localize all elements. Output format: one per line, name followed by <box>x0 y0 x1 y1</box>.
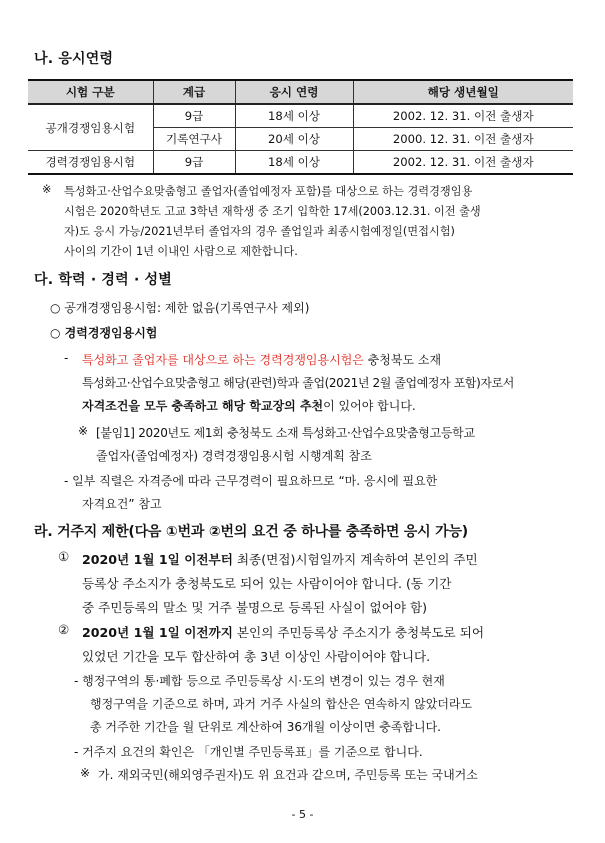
page-number: - 5 - <box>291 808 314 821</box>
residence-detail-line: 총 거주한 기간을 월 단위로 계산하여 36개월 이상이면 충족합니다. <box>90 720 441 734</box>
education-detail-line <box>82 397 416 414</box>
residence-condition-text: 본인의 주민등록상 주소지가 충청북도로 되어 <box>232 625 485 640</box>
education-detail-line: 특성화고·산업수요맞춤형고 해당(관련)학과 졸업(2021년 2월 졸업예정자 포함)자로서 <box>82 376 514 390</box>
education-detail-line <box>82 351 441 368</box>
residence-condition-line: 등록상 주소지가 충청북도로 되어 있는 사람이어야 합니다. (동 기간 <box>82 576 452 591</box>
residence-condition-line <box>82 622 484 641</box>
table-cell-grade: 9급 <box>153 151 235 175</box>
age-note-line: 사이의 기간이 1년 이내인 사람으로 제한합니다. <box>64 245 298 258</box>
table-cell-age: 18세 이상 <box>235 151 353 175</box>
residence-detail-line: 행정구역을 기준으로 하며, 과거 거주 사실의 합산은 연속하지 않았더라도 <box>90 697 473 711</box>
education-item-career: ○ 경력경쟁임용시험 <box>50 326 158 340</box>
table-header-cell: 해당 생년월일 <box>353 80 573 104</box>
note-mark: ※ <box>78 424 89 438</box>
table-header-cell: 시험 구분 <box>28 80 153 104</box>
table-cell-age: 20세 이상 <box>235 128 353 151</box>
residence-detail-line: - 거주지 요건의 확인은 「개인별 주민등록표」를 기준으로 합니다. <box>74 745 423 759</box>
table-cell-category: 공개경쟁임용시험 <box>28 104 153 151</box>
residence-condition-text: 최종(면접)시험일까지 계속하여 본인의 주민 <box>232 552 478 567</box>
residence-note-line: 가. 재외국민(해외영주권자)도 위 요건과 같으며, 주민등록 또는 국내거소 <box>98 768 478 782</box>
note-mark: ※ <box>42 183 52 196</box>
table-row <box>28 151 573 175</box>
table-cell-birth: 2002. 12. 31. 이전 출생자 <box>353 151 573 175</box>
emphasis-text: 2020년 1월 1일 이전부터 <box>82 552 233 567</box>
condition-number: ② <box>58 622 70 637</box>
note-mark: ※ <box>80 766 91 780</box>
education-note-line: 졸업자(졸업예정자) 경력경쟁임용시험 시행계획 참조 <box>96 449 372 463</box>
education-item-open: ○ 공개경쟁임용시험: 제한 없음(기록연구사 제외) <box>50 301 310 315</box>
table-cell-grade: 기록연구사 <box>153 128 235 151</box>
section-title-residence: 라. 거주지 제한(다음 ①번과 ②번의 요건 중 하나를 충족하면 응시 가능) <box>34 524 468 540</box>
table-header-cell: 응시 연령 <box>235 80 353 104</box>
residence-detail-line: - 행정구역의 통·폐합 등으로 주민등록상 시·도의 변경이 있는 경우 현재 <box>74 674 445 688</box>
section-title-age: 나. 응시연령 <box>34 51 114 67</box>
education-detail-line: 자격요건” 참고 <box>82 497 162 511</box>
table-cell-grade: 9급 <box>153 104 235 128</box>
age-note-line: 특성화고·산업수요맞춤형고 졸업자(졸업예정자 포함)를 대상으로 하는 경력경쟁임용 <box>64 185 473 198</box>
table-cell-age: 18세 이상 <box>235 104 353 128</box>
education-detail-text: 이 있어야 합니다. <box>323 399 416 413</box>
table-cell-birth: 2002. 12. 31. 이전 출생자 <box>353 104 573 128</box>
age-table <box>28 79 573 175</box>
education-detail-line: - 일부 직렬은 자격증에 따라 근무경력이 필요하므로 “마. 응시에 필요한 <box>64 474 438 488</box>
education-detail-text: 충청북도 소재 <box>363 353 442 367</box>
education-note-line: [붙임1] 2020년도 제1회 충청북도 소재 특성화고·산업수요맞춤형고등학교 <box>96 426 475 440</box>
age-note-line: 자)도 응시 가능/2021년부터 졸업자의 경우 졸업일과 최종시험예정일(면접시험) <box>64 225 455 238</box>
section-title-education: 다. 학력 · 경력 · 성별 <box>34 272 172 288</box>
highlight-text: 특성화고 졸업자를 대상으로 하는 경력경쟁임용시험은 <box>82 353 364 367</box>
bullet-dash: - <box>64 351 69 365</box>
age-note-line: 시험은 2020학년도 고교 3학년 재학생 중 조기 입학한 17세(2003.12.31. 이전 출생 <box>64 205 481 218</box>
condition-number: ① <box>58 549 70 564</box>
table-row <box>28 104 573 128</box>
table-cell-category: 경력경쟁임용시험 <box>28 151 153 175</box>
residence-condition-line: 있었던 기간을 모두 합산하여 총 3년 이상인 사람이어야 합니다. <box>82 649 431 664</box>
residence-condition-line: 중 주민등록의 말소 및 거주 불명으로 등록된 사실이 없어야 함) <box>82 600 428 615</box>
residence-condition-line <box>82 549 478 568</box>
table-cell-birth: 2000. 12. 31. 이전 출생자 <box>353 128 573 151</box>
table-header-row <box>28 80 573 104</box>
emphasis-text: 2020년 1월 1일 이전까지 <box>82 625 233 640</box>
table-header-cell: 계급 <box>153 80 235 104</box>
emphasis-text: 자격조건을 모두 충족하고 해당 학교장의 추천 <box>82 399 324 413</box>
